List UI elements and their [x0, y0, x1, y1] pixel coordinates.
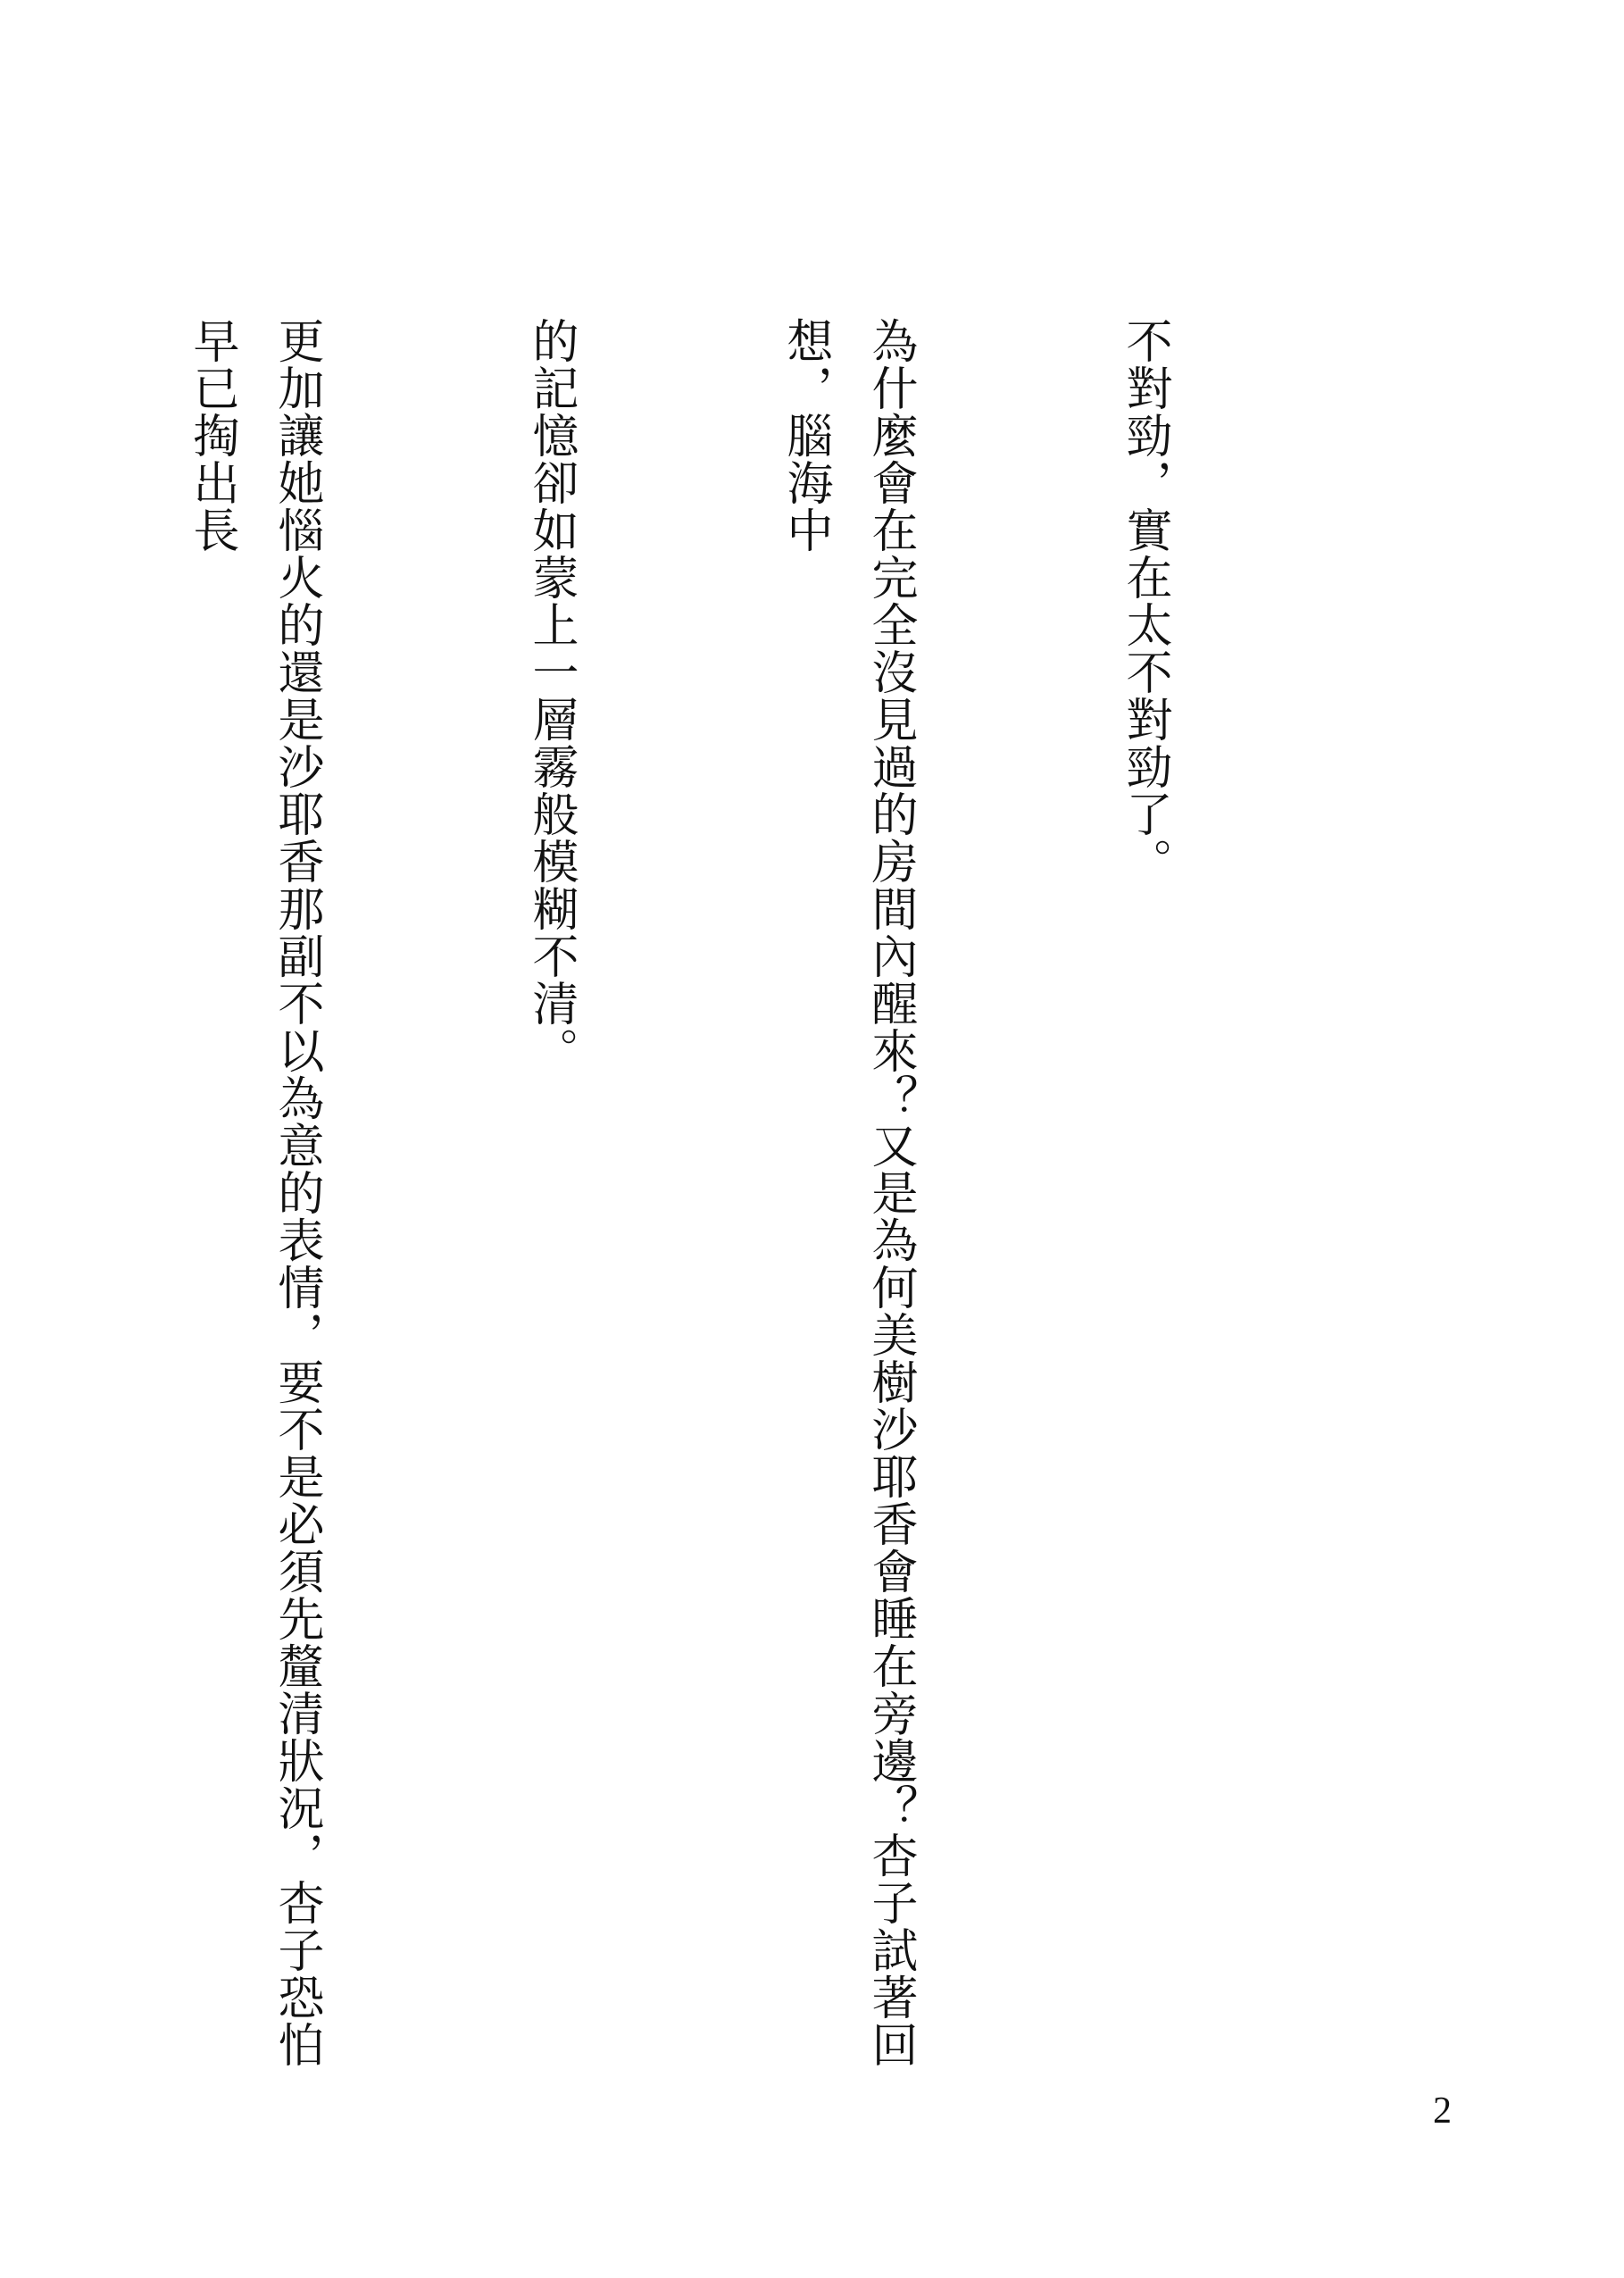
- page-number: 2: [1433, 2090, 1452, 2132]
- text-line-2: 為什麼會在完全沒見過的房間內醒來？又是為何美樹沙耶香會睡在旁邊？杏子試著回想，腦海中: [779, 317, 917, 2068]
- text-line-3: 的記憶卻如蒙上一層霧般模糊不清。: [524, 317, 578, 1074]
- text-line-1: 不對勁，實在太不對勁了。: [1118, 317, 1171, 885]
- text-line-4: 更加讓她惱火的還是沙耶香那副不以為意的表情，要不是必須先釐清狀況，杏子恐怕早已掏出長: [185, 317, 323, 2068]
- vertical-text-block: [0, 317, 1356, 2103]
